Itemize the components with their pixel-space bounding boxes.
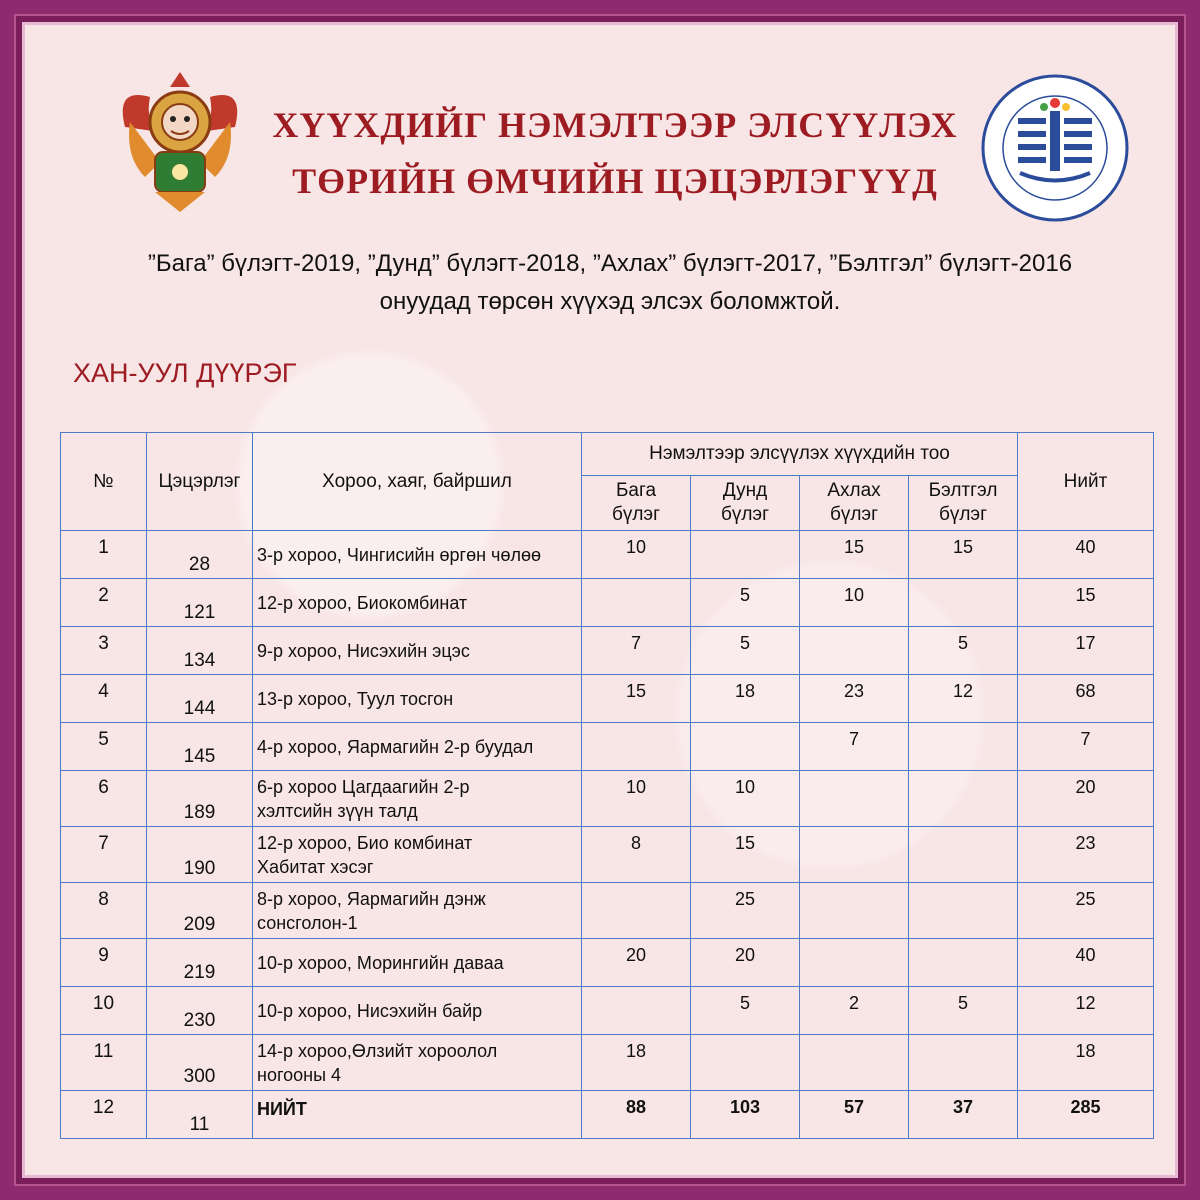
sum-beltgel: 37 — [909, 1091, 1018, 1139]
address-cell — [253, 675, 582, 723]
sum-total: 285 — [1018, 1091, 1154, 1139]
address-line-1: 3-р хороо, Чингисийн өргөн чөлөө — [257, 544, 541, 565]
kindergarten-number: 144 — [147, 675, 253, 723]
col-header-dund: Дунд бүлэг — [691, 476, 800, 531]
count-beltgel — [909, 1035, 1018, 1091]
count-total: 17 — [1018, 627, 1154, 675]
count-dund: 20 — [691, 939, 800, 987]
count-akhlakh: 2 — [800, 987, 909, 1035]
table-row — [61, 531, 1154, 579]
kindergarten-number: 219 — [147, 939, 253, 987]
kindergarten-number: 145 — [147, 723, 253, 771]
count-dund: 18 — [691, 675, 800, 723]
garuda-emblem-icon — [105, 67, 255, 217]
kindergarten-number: 209 — [147, 883, 253, 939]
count-dund: 5 — [691, 579, 800, 627]
address-line-1: 8-р хороо, Яармагийн дэнж — [257, 888, 486, 909]
kindergarten-count: 11 — [147, 1091, 253, 1139]
count-baga — [582, 723, 691, 771]
row-number: 4 — [61, 675, 147, 723]
count-beltgel: 15 — [909, 531, 1018, 579]
address-line-1: 4-р хороо, Яармагийн 2-р буудал — [257, 736, 534, 757]
row-number: 8 — [61, 883, 147, 939]
table-row — [61, 1035, 1154, 1091]
count-akhlakh: 15 — [800, 531, 909, 579]
row-number: 5 — [61, 723, 147, 771]
count-akhlakh — [800, 827, 909, 883]
intro-line-1: ”Бага” бүлэгт-2019, ”Дунд” бүлэгт-2018, ”Ахлах” бүлэгт-2017, ”Бэлтгэл” бүлэгт-2016 — [147, 250, 1073, 277]
address-cell — [253, 827, 582, 883]
address-cell — [253, 883, 582, 939]
count-baga: 18 — [582, 1035, 691, 1091]
row-number: 6 — [61, 771, 147, 827]
kindergarten-number: 121 — [147, 579, 253, 627]
count-beltgel — [909, 723, 1018, 771]
col-header-baga: Бага бүлэг — [582, 476, 691, 531]
col-header-group: Нэмэлтээр элсүүлэх хүүхдийн тоо — [582, 433, 1018, 476]
count-baga: 15 — [582, 675, 691, 723]
row-number: 2 — [61, 579, 147, 627]
count-dund — [691, 1035, 800, 1091]
count-akhlakh — [800, 939, 909, 987]
sum-akhlakh: 57 — [800, 1091, 909, 1139]
col-header-no: № — [61, 433, 147, 531]
count-baga: 10 — [582, 531, 691, 579]
kindergarten-table — [60, 432, 1154, 1139]
row-number: 10 — [61, 987, 147, 1035]
address-cell — [253, 531, 582, 579]
address-cell — [253, 627, 582, 675]
address-line-2: хэлтсийн зүүн талд — [257, 800, 418, 821]
sum-dund: 103 — [691, 1091, 800, 1139]
table-row — [61, 579, 1154, 627]
count-baga: 20 — [582, 939, 691, 987]
title-line-1: ХҮҮХДИЙГ НЭМЭЛТЭЭР ЭЛСҮҮЛЭХ — [272, 105, 958, 145]
address-line-1: 9-р хороо, Нисэхийн эцэс — [257, 640, 470, 661]
table-row — [61, 883, 1154, 939]
count-baga — [582, 883, 691, 939]
col-header-address: Хороо, хаяг, байршил — [253, 433, 582, 531]
count-beltgel — [909, 939, 1018, 987]
page-title — [260, 97, 970, 209]
address-cell — [253, 1035, 582, 1091]
count-akhlakh: 10 — [800, 579, 909, 627]
table-row — [61, 987, 1154, 1035]
address-line-2: Хабитат хэсэг — [257, 856, 374, 877]
count-total: 40 — [1018, 531, 1154, 579]
address-line-1: 14-р хороо,Өлзийт хороолол — [257, 1040, 498, 1061]
count-total: 20 — [1018, 771, 1154, 827]
kindergarten-number: 134 — [147, 627, 253, 675]
count-beltgel — [909, 771, 1018, 827]
kindergarten-number: 300 — [147, 1035, 253, 1091]
count-akhlakh — [800, 1035, 909, 1091]
col-header-akhlakh: Ахлах бүлэг — [800, 476, 909, 531]
count-beltgel — [909, 827, 1018, 883]
address-cell — [253, 939, 582, 987]
table-row — [61, 627, 1154, 675]
intro-text — [55, 245, 1165, 321]
address-cell — [253, 579, 582, 627]
table-body — [61, 531, 1154, 1139]
col-header-total: Нийт — [1018, 433, 1154, 531]
address-line-1: 12-р хороо, Биокомбинат — [257, 592, 468, 613]
count-dund: 25 — [691, 883, 800, 939]
title-line-2: ТӨРИЙН ӨМЧИЙН ЦЭЦЭРЛЭГҮҮД — [292, 161, 938, 201]
sum-baga: 88 — [582, 1091, 691, 1139]
row-number: 3 — [61, 627, 147, 675]
col-header-kindergarten: Цэцэрлэг — [147, 433, 253, 531]
count-beltgel — [909, 883, 1018, 939]
count-dund — [691, 723, 800, 771]
address-line-1: 10-р хороо, Нисэхийн байр — [257, 1000, 483, 1021]
count-total: 18 — [1018, 1035, 1154, 1091]
count-total: 15 — [1018, 579, 1154, 627]
table-row — [61, 939, 1154, 987]
count-dund: 5 — [691, 627, 800, 675]
education-department-logo-icon — [980, 73, 1130, 223]
address-cell — [253, 987, 582, 1035]
address-cell — [253, 771, 582, 827]
address-line-1: 12-р хороо, Био комбинат — [257, 832, 473, 853]
count-baga: 10 — [582, 771, 691, 827]
count-beltgel: 12 — [909, 675, 1018, 723]
address-line-2: ногооны 4 — [257, 1064, 342, 1085]
kindergarten-number: 230 — [147, 987, 253, 1035]
count-dund — [691, 531, 800, 579]
row-number: 12 — [61, 1091, 147, 1139]
count-beltgel — [909, 579, 1018, 627]
address-line-1: 13-р хороо, Туул тосгон — [257, 688, 454, 709]
address-line-2: сонсголон-1 — [257, 912, 358, 933]
poster — [22, 22, 1178, 1178]
summary-row — [61, 1091, 1154, 1139]
row-number: 9 — [61, 939, 147, 987]
count-beltgel: 5 — [909, 987, 1018, 1035]
count-total: 25 — [1018, 883, 1154, 939]
table-row — [61, 675, 1154, 723]
table-row — [61, 771, 1154, 827]
count-total: 40 — [1018, 939, 1154, 987]
count-akhlakh — [800, 883, 909, 939]
count-baga: 7 — [582, 627, 691, 675]
count-beltgel: 5 — [909, 627, 1018, 675]
row-number: 11 — [61, 1035, 147, 1091]
district-heading: ХАН-УУЛ ДҮҮРЭГ — [73, 358, 297, 388]
address-line-1: 10-р хороо, Морингийн даваа — [257, 952, 504, 973]
count-total: 12 — [1018, 987, 1154, 1035]
count-baga: 8 — [582, 827, 691, 883]
table-row — [61, 827, 1154, 883]
count-akhlakh: 23 — [800, 675, 909, 723]
count-dund: 10 — [691, 771, 800, 827]
header — [25, 25, 1175, 245]
count-akhlakh: 7 — [800, 723, 909, 771]
table-row — [61, 723, 1154, 771]
count-total: 7 — [1018, 723, 1154, 771]
kindergarten-number: 189 — [147, 771, 253, 827]
row-number: 1 — [61, 531, 147, 579]
count-akhlakh — [800, 771, 909, 827]
count-total: 68 — [1018, 675, 1154, 723]
address-cell — [253, 723, 582, 771]
kindergarten-number: 190 — [147, 827, 253, 883]
kindergarten-number: 28 — [147, 531, 253, 579]
count-dund: 5 — [691, 987, 800, 1035]
count-total: 23 — [1018, 827, 1154, 883]
count-baga — [582, 987, 691, 1035]
intro-line-2: онуудад төрсөн хүүхэд элсэх боломжтой. — [379, 288, 841, 315]
count-akhlakh — [800, 627, 909, 675]
address-line-1: 6-р хороо Цагдаагийн 2-р — [257, 776, 470, 797]
count-baga — [582, 579, 691, 627]
count-dund: 15 — [691, 827, 800, 883]
row-number: 7 — [61, 827, 147, 883]
summary-label: НИЙТ — [253, 1091, 582, 1139]
col-header-beltgel: Бэлтгэл бүлэг — [909, 476, 1018, 531]
